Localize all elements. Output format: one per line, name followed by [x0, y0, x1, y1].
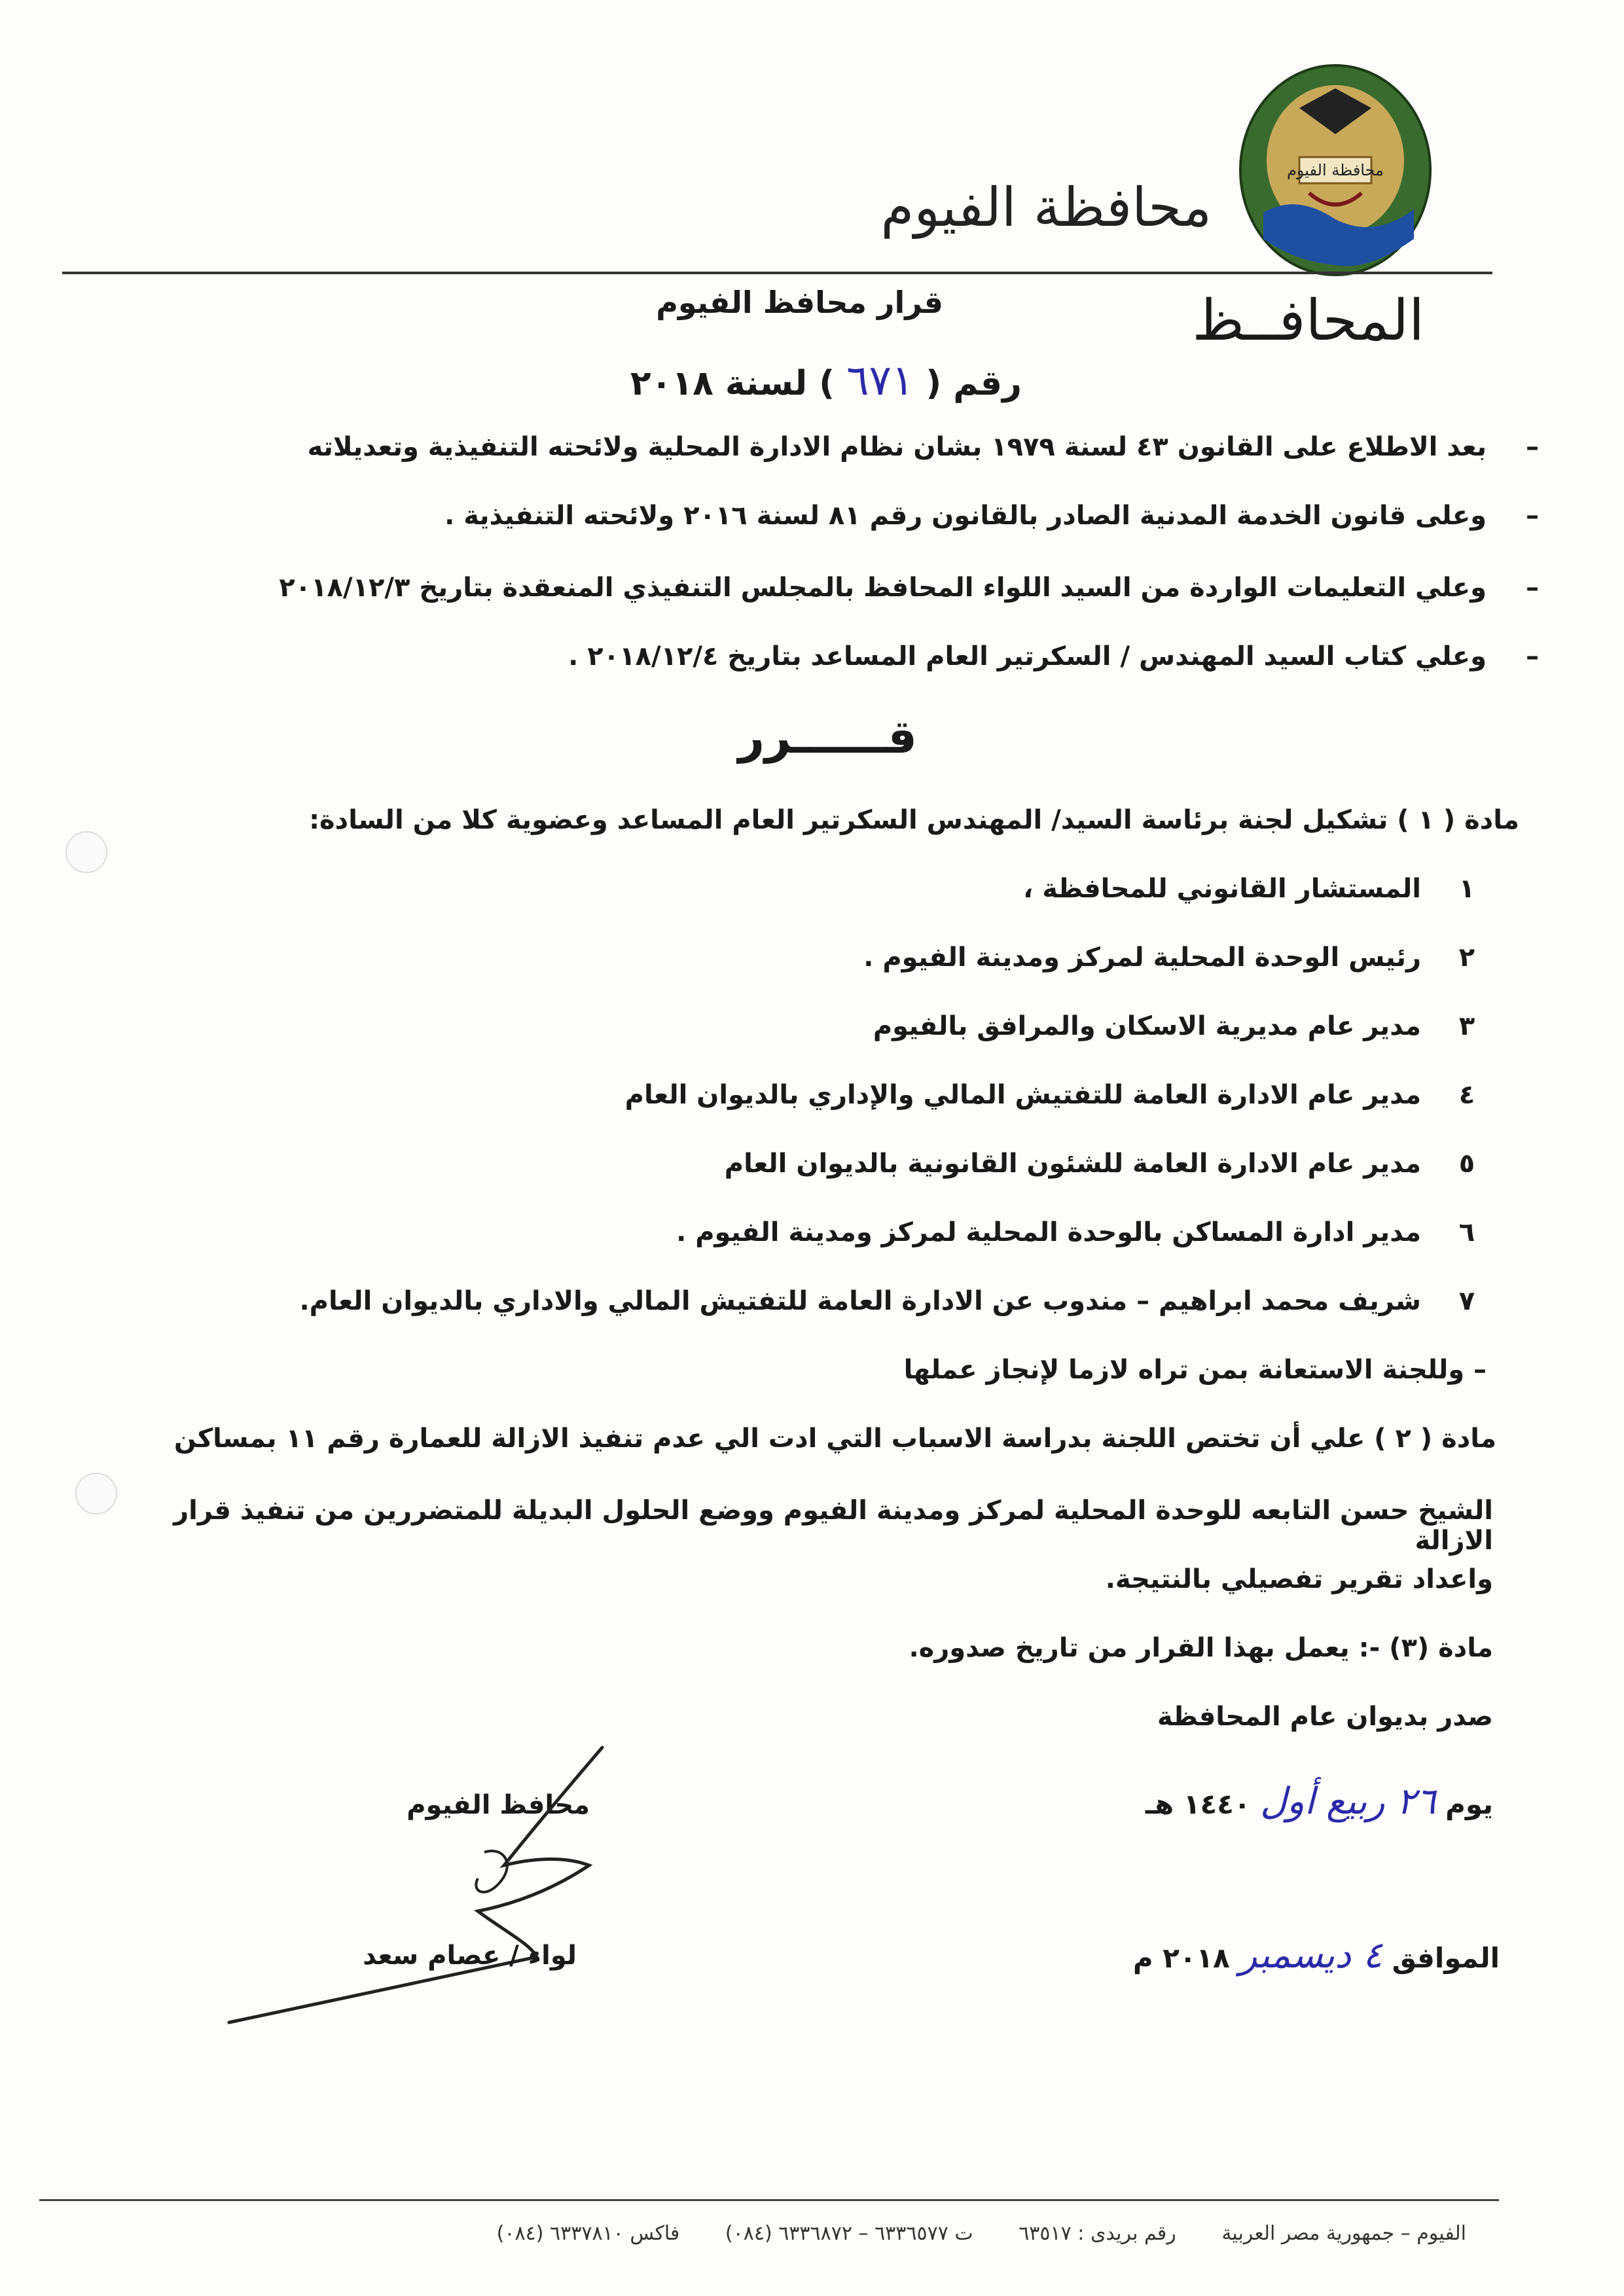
member-text: المستشار القانوني للمحافظة ،	[1023, 874, 1421, 904]
punch-hole-bottom	[75, 1473, 117, 1515]
bullet-dash: –	[1526, 573, 1539, 603]
greg-year: ٢٠١٨ م	[1132, 1942, 1230, 1974]
member-item	[177, 1217, 1475, 1247]
member-number: ٧	[1458, 1286, 1475, 1316]
member-item	[177, 1286, 1475, 1316]
member-text: شريف محمد ابراهيم – مندوب عن الادارة العامة للتفتيش المالي والاداري بالديوان العام.	[299, 1286, 1421, 1316]
number-prefix: رقم (	[926, 364, 1022, 403]
signature-title: محافظ الفيوم	[406, 1790, 590, 1820]
footer-postal: رقم بريدى : ٦٣٥١٧	[1019, 2222, 1176, 2245]
decision-number	[302, 357, 1022, 405]
greg-label: الموافق	[1392, 1942, 1500, 1974]
handwritten-hijri-date: ٢٦ ربيع أول	[1260, 1780, 1436, 1823]
preamble-text: وعلي التعليمات الواردة من السيد اللواء المحافظ بالمجلس التنفيذي المنعقدة بتاريخ ٢٠١٨/١٢/٣	[279, 573, 1487, 603]
member-text: مدير عام الادارة العامة للتفتيش المالي والإداري بالديوان العام	[624, 1080, 1421, 1110]
article-2-line: الشيخ حسن التابعه للوحدة المحلية لمركز ومدينة الفيوم ووضع الحلول البديلة للمتضررين من تنفيذ قرار الازالة	[173, 1496, 1493, 1556]
handwritten-gregorian-date: ٤ ديسمبر	[1239, 1934, 1382, 1977]
member-number: ٦	[1458, 1217, 1475, 1247]
member-item	[177, 1011, 1475, 1041]
logo-text: محافظة الفيوم	[1287, 161, 1384, 179]
member-text: مدير عام الادارة العامة للشئون القانونية بالديوان العام	[724, 1149, 1421, 1179]
governorate-name: محافظة الفيوم	[880, 177, 1212, 239]
handwritten-signature	[223, 1734, 641, 2029]
preamble-line	[243, 573, 1539, 603]
governor-title: المحافــظ	[1192, 288, 1424, 353]
preamble-text: بعد الاطلاع على القانون ٤٣ لسنة ١٩٧٩ بشان نظام الادارة المحلية ولائحته التنفيذية وتعديلاته	[307, 432, 1487, 462]
header-divider	[62, 272, 1492, 274]
member-item	[177, 942, 1475, 973]
member-text: مدير عام مديرية الاسكان والمرافق بالفيوم	[873, 1011, 1421, 1041]
preamble-text: وعلي كتاب السيد المهندس / السكرتير العام المساعد بتاريخ ٢٠١٨/١٢/٤ .	[568, 641, 1487, 672]
number-suffix: ) لسنة ٢٠١٨	[630, 364, 835, 403]
gregorian-date	[911, 1934, 1500, 1977]
issued-at: صدر بديوان عام المحافظة	[1157, 1702, 1493, 1732]
footer-divider	[39, 2199, 1499, 2201]
preamble-line	[243, 501, 1539, 531]
member-number: ٥	[1458, 1149, 1475, 1179]
member-number: ٣	[1458, 1011, 1475, 1041]
bullet-dash: –	[1526, 501, 1539, 531]
article-1-text: مادة ( ١ ) تشكيل لجنة برئاسة السيد/ المهندس السكرتير العام المساعد وعضوية كلا من السادة:	[309, 805, 1519, 835]
footer-address: الفيوم – جمهورية مصر العربية	[1221, 2222, 1466, 2245]
article-3-text: مادة (٣) -: يعمل بهذا القرار من تاريخ صدوره.	[909, 1633, 1493, 1663]
hijri-year: ١٤٤٠ هـ	[1145, 1788, 1251, 1820]
member-text: مدير ادارة المساكن بالوحدة المحلية لمركز ومدينة الفيوم .	[676, 1217, 1421, 1247]
decree-heading: قــــــرر	[738, 710, 917, 764]
signatory-name: لواء / عصام سعد	[363, 1941, 577, 1971]
footer-fax: فاكس ٦٣٣٧٨١٠ (٠٨٤)	[496, 2222, 680, 2245]
member-item	[177, 1080, 1475, 1110]
member-number: ٢	[1458, 942, 1475, 973]
hijri-date	[904, 1780, 1493, 1823]
governorate-logo	[1237, 62, 1434, 278]
preamble-line	[243, 432, 1539, 462]
handwritten-number: ٦٧١	[846, 357, 914, 405]
member-item	[177, 1149, 1475, 1179]
preamble-line	[243, 641, 1539, 672]
footer	[39, 2222, 1466, 2245]
decision-title: قرار محافظ الفيوم	[656, 285, 943, 320]
member-text: رئيس الوحدة المحلية لمركز ومدينة الفيوم .	[863, 942, 1421, 973]
punch-hole-top	[65, 831, 107, 873]
member-item	[177, 874, 1475, 904]
member-number: ١	[1458, 874, 1475, 904]
preamble-text: وعلى قانون الخدمة المدنية الصادر بالقانون رقم ٨١ لسنة ٢٠١٦ ولائحته التنفيذية .	[444, 501, 1487, 531]
bullet-dash: –	[1526, 641, 1539, 672]
day-label: يوم	[1445, 1788, 1493, 1820]
article-2-line: واعداد تقرير تفصيلي بالنتيجة.	[1105, 1564, 1493, 1594]
member-number: ٤	[1458, 1080, 1475, 1110]
bullet-dash: –	[1526, 432, 1539, 462]
assistance-note: – وللجنة الاستعانة بمن تراه لازما لإنجاز عملها	[903, 1355, 1487, 1385]
footer-phone: ت ٦٣٣٦٥٧٧ – ٦٣٣٦٨٧٢ (٠٨٤)	[725, 2222, 973, 2245]
article-2-line: مادة ( ٢ ) علي أن تختص اللجنة بدراسة الاسباب التي ادت الي عدم تنفيذ الازالة للعمارة رقم ١١ بمساكن	[173, 1424, 1496, 1454]
